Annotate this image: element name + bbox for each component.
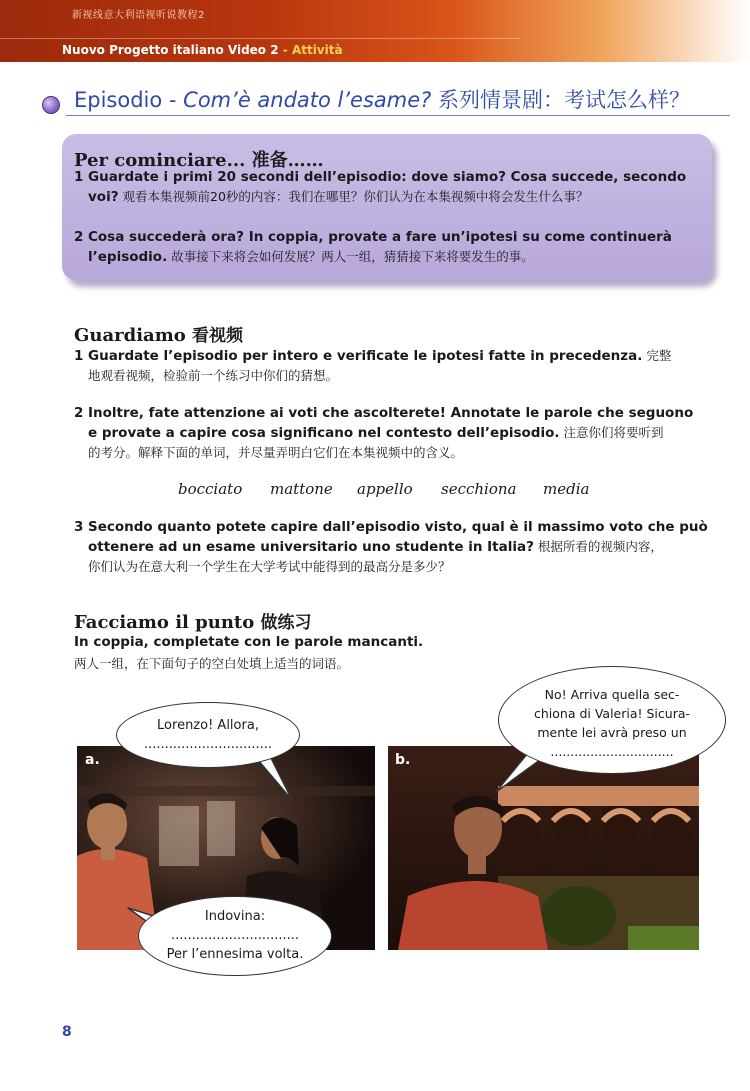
question-text: Inoltre, fate attenzione ai voti che ascolterete! Annotate le parole che seguono bbox=[88, 405, 694, 421]
episode-title-it: Com’è andato l’esame? bbox=[183, 88, 432, 112]
section-title-it: Guardiamo bbox=[74, 325, 193, 346]
header-title-sep: - bbox=[278, 43, 292, 57]
word-item: appello bbox=[357, 480, 413, 498]
guardiamo-item-1 bbox=[74, 346, 734, 386]
question-text-cn: 完整 bbox=[642, 348, 672, 363]
bubble-text: Indovina: bbox=[204, 909, 266, 924]
question-number: 2 bbox=[74, 405, 84, 421]
bubble-text: Lorenzo! Allora, bbox=[157, 718, 259, 733]
word-item: secchiona bbox=[441, 480, 517, 498]
header-title-section: Attività bbox=[291, 43, 343, 57]
question-text-cn: 根据所看的视频内容， bbox=[533, 539, 663, 554]
question-text: voi? bbox=[88, 189, 119, 205]
header-title-main: Nuovo Progetto italiano Video 2 bbox=[62, 43, 279, 57]
episode-title-cn: 系列情景剧：考试怎么样？ bbox=[431, 88, 690, 112]
question-text-cn: 观看本集视频前20秒的内容：我们在哪里？你们认为在本集视频中将会发生什么事？ bbox=[118, 189, 589, 204]
episode-heading bbox=[74, 84, 690, 114]
question-text: Guardate i primi 20 secondi dell’episodio: dove siamo? Cosa succede, secondo bbox=[88, 169, 687, 185]
page-number: 8 bbox=[62, 1024, 72, 1040]
episode-label: Episodio - bbox=[74, 88, 184, 112]
instruction-cn: 两人一组，在下面句子的空白处填上适当的词语。 bbox=[74, 656, 350, 671]
blank-line: ............................... bbox=[170, 928, 300, 943]
speech-bubble-b bbox=[498, 666, 726, 774]
question-text-cn: 你们认为在意大利一个学生在大学考试中能得到的最高分是多少？ bbox=[88, 559, 451, 574]
section-title-it: Facciamo il punto bbox=[74, 612, 261, 633]
question-text: Cosa succederà ora? In coppia, provate a fare un’ipotesi su come continuerà bbox=[88, 229, 672, 245]
guardiamo-title bbox=[74, 321, 243, 346]
word-item: bocciato bbox=[178, 480, 243, 498]
question-text: Guardate l’episodio per intero e verificate le ipotesi fatte in precedenza. bbox=[88, 348, 643, 364]
question-text-cn: 注意你们将要听到 bbox=[559, 425, 664, 440]
blank-line: ............................... bbox=[143, 737, 273, 752]
instruction-it: In coppia, completate con le parole mancanti. bbox=[74, 634, 424, 650]
question-text-cn: 的考分。解释下面的单词，并尽量弄明白它们在本集视频中的含义。 bbox=[88, 445, 464, 460]
speech-bubble-a1 bbox=[116, 702, 300, 768]
question-1 bbox=[74, 167, 714, 207]
header-title bbox=[62, 43, 343, 57]
bubble-text: chiona di Valeria! Sicura- bbox=[533, 706, 691, 721]
question-text: Secondo quanto potete capire dall’episodio visto, qual è il massimo voto che può bbox=[88, 519, 708, 535]
panel-label-b: b. bbox=[395, 752, 411, 768]
word-item: mattone bbox=[270, 480, 333, 498]
bubble-text: No! Arriva quella sec- bbox=[544, 687, 680, 702]
series-title-cn: 新视线意大利语视听说教程2 bbox=[72, 10, 205, 21]
photo-scene-b bbox=[388, 746, 699, 950]
question-text-cn: 地观看视频，检验前一个练习中你们的猜想。 bbox=[88, 368, 339, 383]
question-2 bbox=[74, 227, 714, 267]
question-text: e provate a capire cosa significano nel contesto dell’episodio. bbox=[88, 425, 560, 441]
section-title-cn: 看视频 bbox=[192, 326, 244, 346]
heading-rule bbox=[66, 115, 730, 116]
question-text: l’episodio. bbox=[88, 249, 168, 265]
section-title-cn: 做练习 bbox=[260, 613, 312, 633]
guardiamo-item-2 bbox=[74, 403, 734, 463]
question-number: 1 bbox=[74, 348, 84, 364]
blank-line: ............................... bbox=[550, 744, 674, 759]
guardiamo-item-3 bbox=[74, 517, 734, 577]
bubble-text: mente lei avrà preso un bbox=[537, 725, 687, 740]
bullet-icon bbox=[42, 96, 60, 114]
word-item: media bbox=[543, 480, 590, 498]
photo-panel-b bbox=[388, 746, 699, 950]
question-number: 2 bbox=[74, 229, 84, 245]
question-number: 1 bbox=[74, 169, 84, 185]
header-divider bbox=[0, 38, 520, 39]
question-number: 3 bbox=[74, 519, 84, 535]
question-text-cn: 故事接下来将会如何发展？两人一组，猜猜接下来将要发生的事。 bbox=[167, 249, 534, 264]
speech-bubble-a2 bbox=[138, 896, 332, 976]
per-cominciare-title: Per cominciare... 准备…… bbox=[74, 150, 324, 171]
bubble-text: Per l’ennesima volta. bbox=[166, 947, 304, 962]
facciamo-title bbox=[74, 608, 312, 633]
panel-label-a: a. bbox=[85, 752, 100, 768]
question-text: ottenere ad un esame universitario uno studente in Italia? bbox=[88, 539, 534, 555]
